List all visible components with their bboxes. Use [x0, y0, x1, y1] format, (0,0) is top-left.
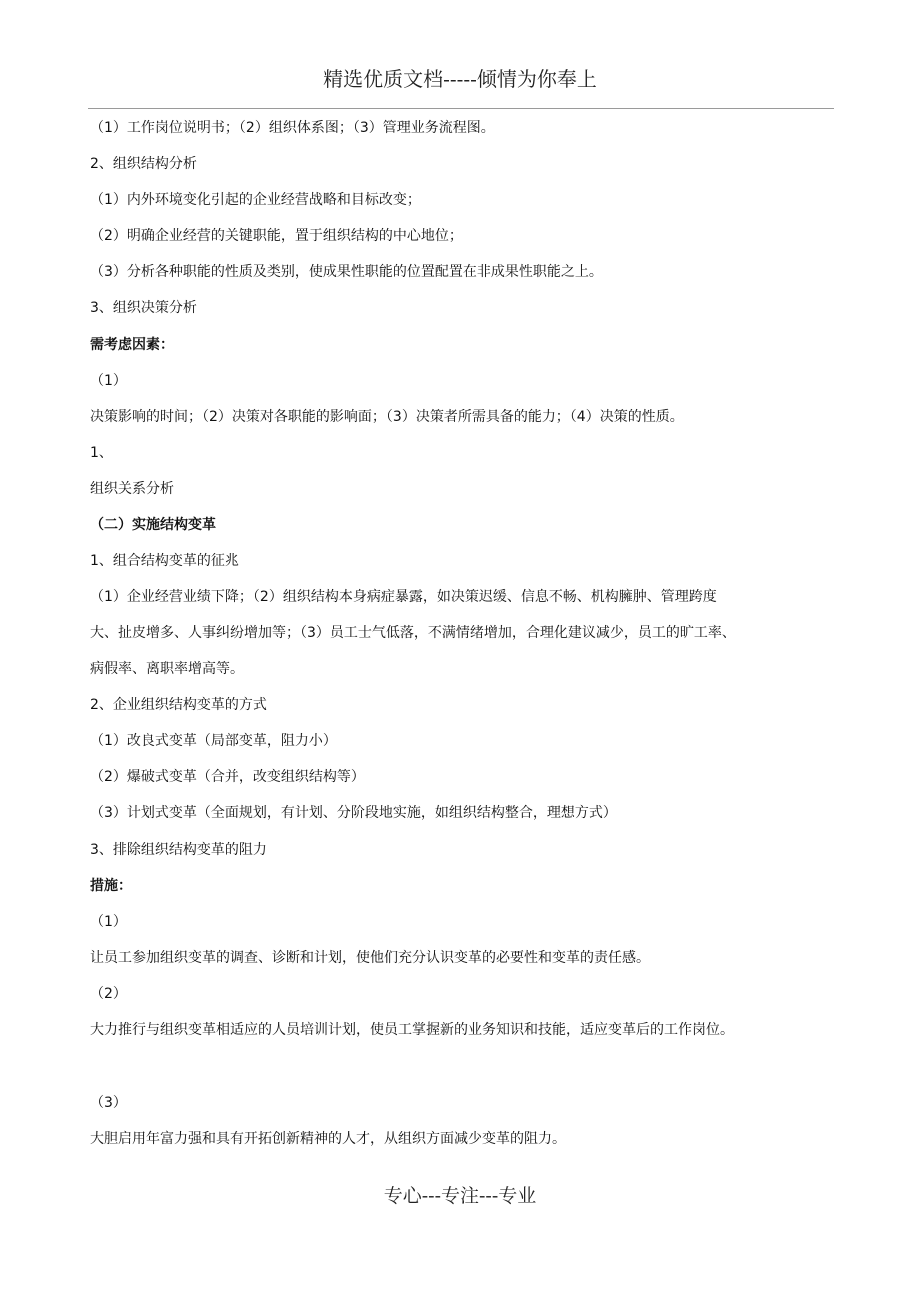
chapter-heading: （二）实施结构变革: [90, 517, 216, 533]
text-line: （1）内外环境变化引起的企业经营战略和目标改变；: [90, 192, 421, 208]
text-line: （3）计划式变革（全面规划，有计划、分阶段地实施，如组织结构整合，理想方式）: [90, 805, 617, 821]
text-line: （1）工作岗位说明书；（2）组织体系图；（3）管理业务流程图。: [90, 120, 495, 136]
text-line: （1）企业经营业绩下降；（2）组织结构本身病症暴露，如决策迟缓、信息不畅、机构臃肿、管理跨度: [90, 589, 717, 605]
section-heading: 2、企业组织结构变革的方式: [90, 697, 267, 713]
text-line: （1）改良式变革（局部变革，阻力小）: [90, 733, 337, 749]
section-heading: 3、排除组织结构变革的阻力: [90, 842, 267, 858]
text-line: （3）分析各种职能的性质及类别，使成果性职能的位置配置在非成果性职能之上。: [90, 264, 603, 280]
list-marker: （1）: [90, 914, 127, 930]
text-line: 决策影响的时间；（2）决策对各职能的影响面；（3）决策者所需具备的能力；（4）决策的性质。: [90, 409, 684, 425]
text-line: 病假率、离职率增高等。: [90, 661, 244, 677]
list-marker: （3）: [90, 1095, 127, 1111]
text-line: 大、扯皮增多、人事纠纷增加等；（3）员工士气低落，不满情绪增加，合理化建议减少，员工的旷工率、: [90, 625, 736, 641]
text-line: 大力推行与组织变革相适应的人员培训计划，使员工掌握新的业务知识和技能，适应变革后的工作岗位。: [90, 1022, 734, 1038]
text-line: （2）爆破式变革（合并，改变组织结构等）: [90, 769, 365, 785]
text-line: 大胆启用年富力强和具有开拓创新精神的人才，从组织方面减少变革的阻力。: [90, 1131, 566, 1147]
list-marker: （1）: [90, 373, 127, 389]
section-heading: 2、组织结构分析: [90, 156, 197, 172]
section-heading: 组织关系分析: [90, 481, 174, 497]
bold-label: 需考虑因素：: [90, 337, 174, 353]
section-heading: 1、组合结构变革的征兆: [90, 553, 239, 569]
list-marker: （2）: [90, 986, 127, 1002]
page-footer: 专心---专注---专业: [383, 1185, 537, 1207]
section-heading: 3、组织决策分析: [90, 300, 197, 316]
list-marker: 1、: [90, 445, 113, 461]
page-header-title: 精选优质文档-----倾情为你奉上: [323, 67, 597, 91]
text-line: （2）明确企业经营的关键职能，置于组织结构的中心地位；: [90, 228, 463, 244]
header-divider: [88, 108, 834, 109]
bold-label: 措施：: [90, 878, 132, 894]
text-line: 让员工参加组织变革的调查、诊断和计划，使他们充分认识变革的必要性和变革的责任感。: [90, 950, 650, 966]
